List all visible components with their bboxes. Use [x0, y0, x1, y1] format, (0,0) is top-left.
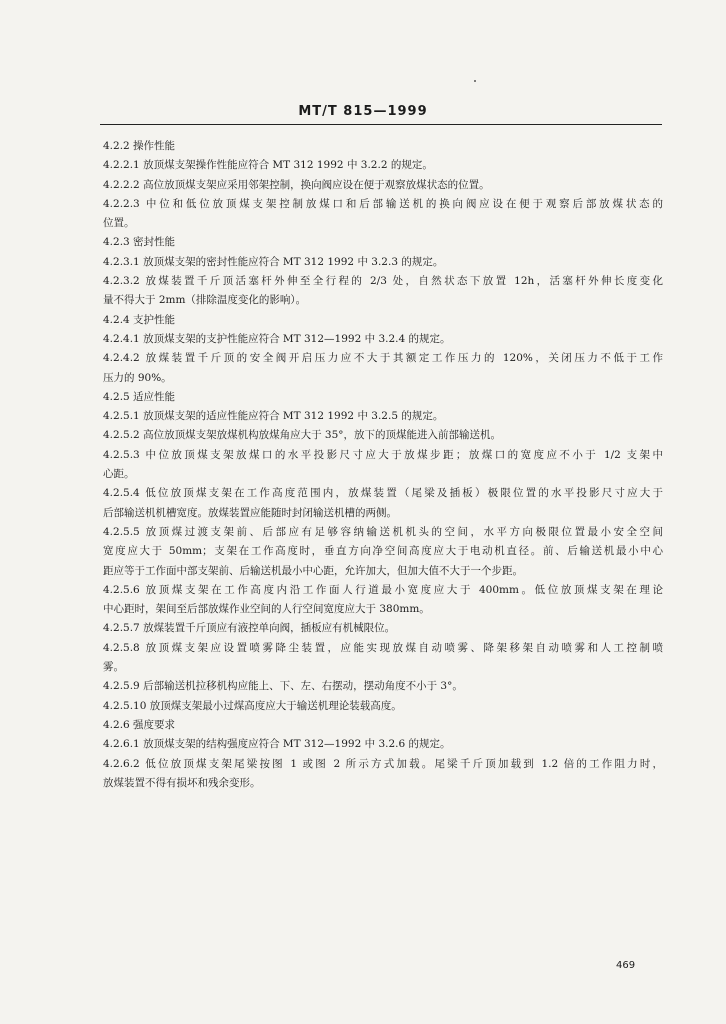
header-rule	[100, 124, 662, 125]
clause-text-continued: 后部输送机机槽宽度。放煤装置应能随时封闭输送机槽的两侧。	[103, 506, 397, 519]
document-body	[103, 137, 663, 793]
clause-text: 4.2.5.5 放顶煤过渡支架前、后部应有足够容纳输送机机头的空间，水平方向极限位置最小安全空间	[103, 525, 663, 538]
clause-text-continued: 放煤装置不得有损坏和残余变形。	[103, 776, 261, 789]
clause-text-continued: 雾。	[103, 661, 124, 674]
clause-text: 4.2.5.2 高位放顶煤支架放煤机构放煤角应大于 35°，放下的顶煤能进入前部输送机。	[103, 429, 502, 442]
clause-text: 4.2.3.1 放顶煤支架的密封性能应符合 MT 312 1992 中 3.2.3 的规定。	[103, 255, 444, 268]
clause-text: 4.2.5.8 放顶煤支架应设置喷雾降尘装置，应能实现放煤自动喷雾、降架移架自动喷雾和人工控制喷	[103, 641, 663, 654]
clause-text: 4.2.3.2 放煤装置千斤顶活塞杆外伸至全行程的 2/3 处，自然状态下放置 12h，活塞杆外伸长度变化	[103, 275, 663, 288]
clause-text-continued: 心距。	[103, 468, 135, 481]
clause-text: 4.2.6.1 放顶煤支架的结构强度应符合 MT 312—1992 中 3.2.6 的规定。	[103, 738, 451, 751]
standard-code-header: MT/T 815—1999	[298, 104, 428, 119]
clause-text: 4.2.5.6 放顶煤支架在工作高度内沿工作面人行道最小宽度应大于 400mm。低位放顶煤支架在理论	[103, 583, 663, 596]
clause-text-continued: 中心距时，架间至后部放煤作业空间的人行空间宽度应大于 380mm。	[103, 603, 430, 616]
section-heading: 4.2.4 支护性能	[103, 313, 176, 326]
page-number: 469	[616, 960, 636, 971]
section-heading: 4.2.2 操作性能	[103, 140, 176, 152]
clause-text-continued: 位置。	[103, 217, 135, 230]
clause-text: 4.2.5.9 后部输送机拉移机构应能上、下、左、右摆动，摆动角度不小于 3°。	[103, 680, 463, 693]
clause-text: 4.2.6.2 低位放顶煤支架尾梁按图 1 或图 2 所示方式加载。尾梁千斤顶加载到 1.2 倍的工作阻力时，	[103, 757, 663, 770]
clause-text-continued: 压力的 90%。	[103, 371, 172, 384]
clause-text: 4.2.2.2 高位放顶煤支架应采用邻架控制，换向阀应设在便于观察放煤状态的位置。	[103, 178, 490, 191]
section-heading: 4.2.3 密封性能	[103, 236, 176, 249]
clause-text: 4.2.5.7 放煤装置千斤顶应有液控单向阀，插板应有机械限位。	[103, 622, 396, 635]
clause-text: 4.2.5.4 低位放顶煤支架在工作高度范围内，放煤装置（尾梁及插板）极限位置的水平投影尺寸应大于	[103, 487, 663, 500]
clause-text: 4.2.5.3 中位放顶煤支架放煤口的水平投影尺寸应大于放煤步距；放煤口的宽度应不小于 1/2 支架中	[103, 448, 663, 461]
clause-text: 4.2.4.2 放煤装置千斤顶的安全阀开启压力应不大于其额定工作压力的 120%，关闭压力不低于工作	[103, 352, 663, 365]
clause-text: 4.2.5.1 放顶煤支架的适应性能应符合 MT 312 1992 中 3.2.5 的规定。	[103, 410, 444, 423]
clause-text-continued: 宽度应大于 50mm；支架在工作高度时，垂直方向净空间高度应大于电动机直径。前、后输送机最小中心	[103, 545, 663, 558]
clause-text: 4.2.4.1 放顶煤支架的支护性能应符合 MT 312—1992 中 3.2.4 的规定。	[103, 332, 451, 345]
scan-speck	[474, 80, 476, 82]
clause-text-continued: 量不得大于 2mm（排除温度变化的影响）。	[103, 294, 307, 307]
clause-text: 4.2.2.1 放顶煤支架操作性能应符合 MT 312 1992 中 3.2.2 的规定。	[103, 159, 433, 172]
section-heading: 4.2.6 强度要求	[103, 718, 176, 731]
clause-text: 4.2.5.10 放顶煤支架最小过煤高度应大于输送机理论装载高度。	[103, 699, 402, 712]
clause-text-continued: 距应等于工作面中部支架前、后输送机最小中心距，允许加大，但加大值不大于一个步距。	[103, 564, 523, 577]
clause-text: 4.2.2.3 中位和低位放顶煤支架控制放煤口和后部输送机的换向阀应设在便于观察后部放煤状态的	[103, 197, 663, 210]
section-heading: 4.2.5 适应性能	[103, 390, 176, 403]
